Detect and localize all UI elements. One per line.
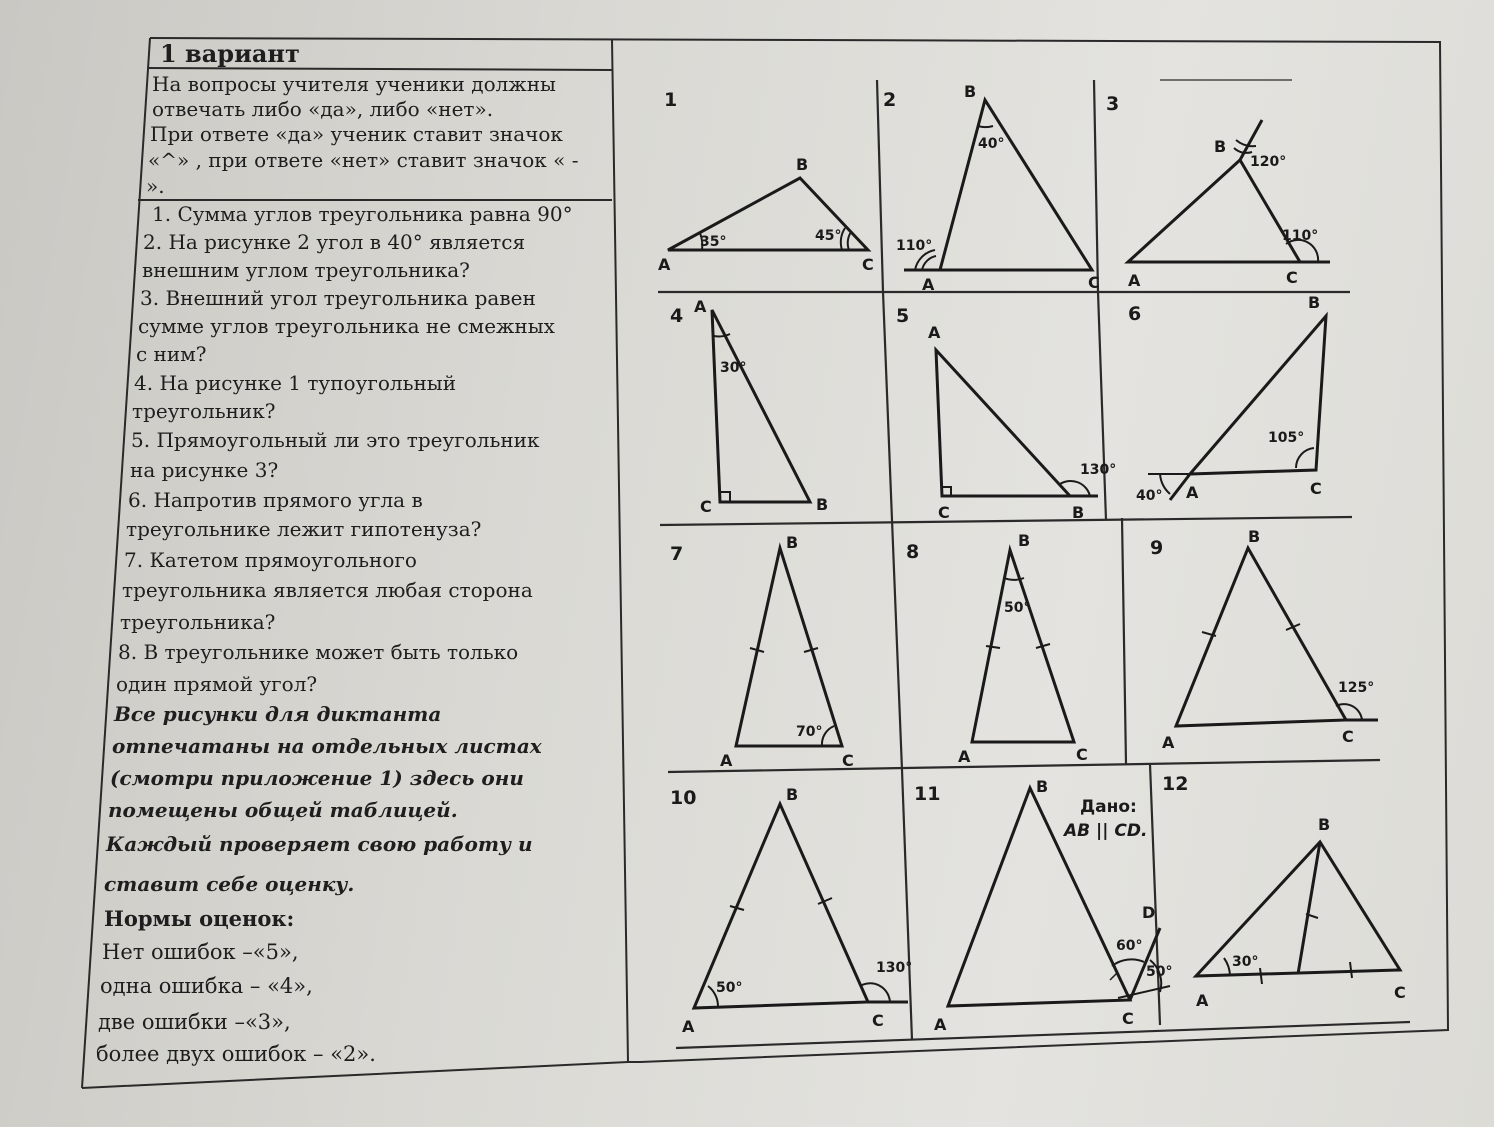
figure-number: 4 — [670, 305, 684, 327]
figure-number: 11 — [914, 783, 941, 805]
question-line: 3. Внешний угол треугольника равен — [140, 286, 536, 310]
question-line: треугольника? — [120, 610, 276, 634]
figure-number: 8 — [906, 541, 920, 563]
vertex-label: C — [1088, 273, 1100, 292]
vertex-label: C — [862, 255, 874, 274]
instruction-line: При ответе «да» ученик ставит значок — [150, 122, 563, 146]
vertex-label: A — [1196, 991, 1209, 1010]
grading-title: Нормы оценок: — [104, 906, 295, 931]
grading-line: Нет ошибок –«5», — [102, 940, 299, 964]
vertex-label: A — [934, 1015, 947, 1034]
note-line: Все рисунки для диктанта — [114, 702, 442, 726]
vertex-label: B — [796, 155, 809, 174]
question-line: с ним? — [136, 342, 207, 366]
instruction-line: отвечать либо «да», либо «нет». — [152, 97, 494, 121]
angle-label: 130° — [1080, 462, 1117, 478]
angle-label: 30° — [1232, 954, 1259, 970]
vertex-label: B — [816, 495, 829, 514]
question-line: 6. Напротив прямого угла в — [128, 488, 423, 512]
angle-label: 35° — [700, 234, 727, 250]
vertex-label: B — [1072, 503, 1085, 522]
angle-label: 110° — [1282, 228, 1319, 244]
vertex-label: A — [958, 747, 971, 766]
vertex-label: A — [720, 751, 733, 770]
instruction-line: На вопросы учителя ученики должны — [152, 72, 556, 96]
figure-12 — [1196, 842, 1400, 984]
question-line: 2. На рисунке 2 угол в 40° является — [143, 230, 526, 254]
angle-label: 50° — [1146, 964, 1173, 980]
note-line: ставит себе оценку. — [104, 872, 355, 896]
instruction-line: «^» , при ответе «нет» ставит значок « - — [148, 148, 579, 172]
vertex-label: C — [1342, 727, 1354, 746]
question-line: треугольника является любая сторона — [122, 578, 533, 602]
angle-label: 110° — [896, 238, 933, 254]
instruction-line: ». — [146, 174, 165, 198]
question-line: внешним углом треугольника? — [142, 258, 470, 282]
vertex-label: A — [1186, 483, 1199, 502]
figure-number: 10 — [670, 787, 697, 809]
figure-number: 12 — [1162, 773, 1189, 795]
figure-4 — [712, 310, 810, 502]
vertex-label: D — [1142, 903, 1156, 922]
vertex-label: B — [1036, 777, 1049, 796]
question-line: 1. Сумма углов треугольника равна 90° — [152, 202, 573, 226]
given-label: Дано: — [1080, 797, 1137, 817]
angle-label: 130° — [876, 960, 913, 976]
vertex-label: C — [938, 503, 950, 522]
vertex-label: C — [700, 497, 712, 516]
vertex-label: B — [1308, 293, 1321, 312]
figure-5 — [936, 350, 1098, 496]
vertex-label: B — [1214, 137, 1227, 156]
angle-label: 50° — [1004, 600, 1031, 616]
vertex-label: C — [1310, 479, 1322, 498]
angle-label: 50° — [716, 980, 743, 996]
grading-line: одна ошибка – «4», — [100, 974, 313, 998]
note-line: помещены общей таблицей. — [108, 798, 458, 822]
question-line: один прямой угол? — [116, 672, 318, 696]
question-line: треугольнике лежит гипотенуза? — [126, 517, 482, 541]
figure-10 — [694, 804, 908, 1008]
angle-label: 120° — [1250, 154, 1287, 170]
grading-line: более двух ошибок – «2». — [96, 1042, 376, 1066]
vertex-label: B — [1018, 531, 1031, 550]
figure-number: 7 — [670, 543, 684, 565]
vertex-label: C — [1122, 1009, 1134, 1028]
vertex-label: B — [1318, 815, 1331, 834]
vertex-label: A — [1128, 271, 1141, 290]
figure-8 — [972, 550, 1074, 742]
vertex-label: C — [842, 751, 854, 770]
question-line: на рисунке 3? — [130, 458, 279, 482]
angle-label: 125° — [1338, 680, 1375, 696]
vertex-label: B — [786, 785, 799, 804]
given-statement: AB || CD. — [1064, 821, 1148, 841]
figure-number: 1 — [664, 89, 678, 111]
angle-label: 40° — [978, 136, 1005, 152]
figure-9 — [1176, 548, 1378, 726]
grading-line: две ошибки –«3», — [98, 1010, 291, 1034]
vertex-label: C — [1076, 745, 1088, 764]
vertex-label: C — [1394, 983, 1406, 1002]
angle-label: 60° — [1116, 938, 1143, 954]
angle-label: 30° — [720, 360, 747, 376]
vertex-label: C — [1286, 268, 1298, 287]
vertex-label: B — [964, 82, 977, 101]
vertex-label: A — [928, 323, 941, 342]
note-line: отпечатаны на отдельных листах — [112, 734, 542, 758]
variant-title: 1 вариант — [160, 39, 300, 68]
vertex-label: B — [786, 533, 799, 552]
question-line: 4. На рисунке 1 тупоугольный — [134, 371, 457, 395]
vertex-label: A — [694, 297, 707, 316]
question-line: 5. Прямоугольный ли это треугольник — [131, 428, 540, 452]
question-line: треугольник? — [132, 399, 276, 423]
vertex-label: C — [872, 1011, 884, 1030]
vertex-label: A — [922, 275, 935, 294]
angle-label: 70° — [796, 724, 823, 740]
figure-number: 6 — [1128, 303, 1142, 325]
vertex-label: A — [682, 1017, 695, 1036]
question-line: сумме углов треугольника не смежных — [138, 314, 555, 338]
angle-label: 40° — [1136, 488, 1163, 504]
question-line: 8. В треугольнике может быть только — [118, 640, 519, 664]
vertex-label: B — [1248, 527, 1261, 546]
vertex-label: A — [658, 255, 671, 274]
figure-number: 9 — [1150, 537, 1164, 559]
figure-6 — [1148, 316, 1326, 500]
figure-number: 5 — [896, 305, 910, 327]
figure-7 — [736, 548, 842, 746]
figure-number: 2 — [883, 89, 897, 111]
note-line: Каждый проверяет свою работу и — [106, 832, 533, 856]
figure-number: 3 — [1106, 93, 1120, 115]
angle-label: 45° — [815, 228, 842, 244]
vertex-label: A — [1162, 733, 1175, 752]
note-line: (смотри приложение 1) здесь они — [110, 766, 524, 790]
angle-label: 105° — [1268, 430, 1305, 446]
question-line: 7. Катетом прямоугольного — [124, 548, 417, 572]
